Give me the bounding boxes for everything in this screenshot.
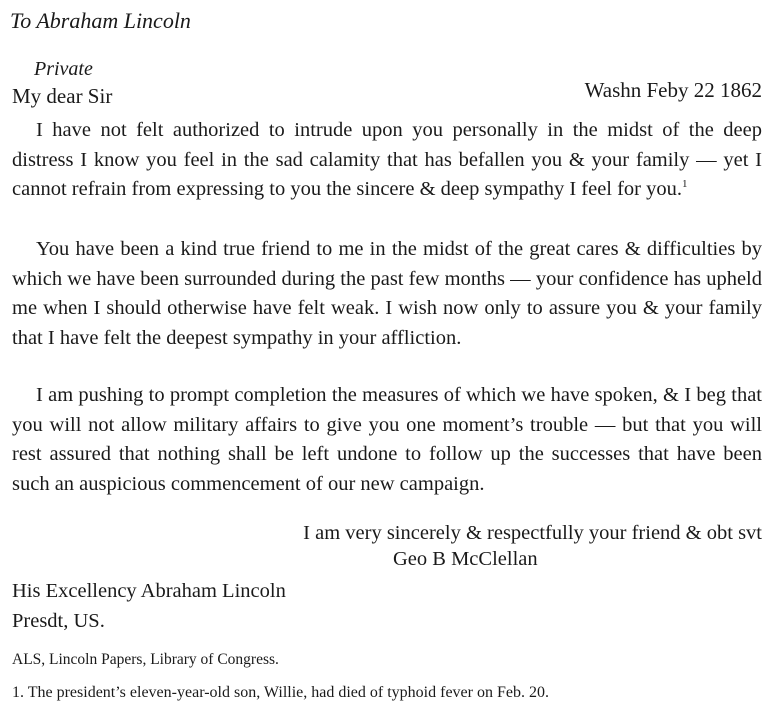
letter-paragraph-3 xyxy=(12,381,762,499)
private-label: Private xyxy=(34,58,93,80)
addressee-line-2: Presdt, US. xyxy=(12,610,105,632)
paragraph-1-text: I have not felt authorized to intrude upon you personally in the midst of the deep distress I know you feel in the sad calamity that has befallen you & your family — yet I cannot refrain from expressing to you the sincere & deep sympathy I feel for you. xyxy=(12,119,762,200)
salutation: My dear Sir xyxy=(12,84,113,108)
footnote: 1. The president’s eleven-year-old son, Willie, had died of typhoid fever on Feb. 20. xyxy=(12,684,549,701)
letter-paragraph-2 xyxy=(12,235,762,353)
footnote-marker: 1 xyxy=(682,178,688,191)
signature: Geo B McClellan xyxy=(393,548,538,570)
paragraph-2-text: You have been a kind true friend to me in the midst of the great cares & difficulties by which we have been surrounded during the past few months — your confidence has upheld me when I should otherwise have felt weak. I wish now only to assure you & your family that I have felt the deepest sympathy in your affliction. xyxy=(12,238,762,349)
paragraph-3-text: I am pushing to prompt completion the measures of which we have spoken, & I beg that you will not allow military affairs to give you one moment’s trouble — but that you will rest assured that nothing shall be left undone to follow up the successes that have been such an auspicious commencement of our new campaign. xyxy=(12,384,762,495)
letter-paragraph-1 xyxy=(12,116,762,205)
addressee-line-1: His Excellency Abraham Lincoln xyxy=(12,580,286,602)
document-title: To Abraham Lincoln xyxy=(10,8,191,33)
closing-line: I am very sincerely & respectfully your friend & obt svt xyxy=(303,522,762,544)
source-note: ALS, Lincoln Papers, Library of Congress. xyxy=(12,651,279,668)
dateline: Washn Feby 22 1862 xyxy=(584,78,762,102)
